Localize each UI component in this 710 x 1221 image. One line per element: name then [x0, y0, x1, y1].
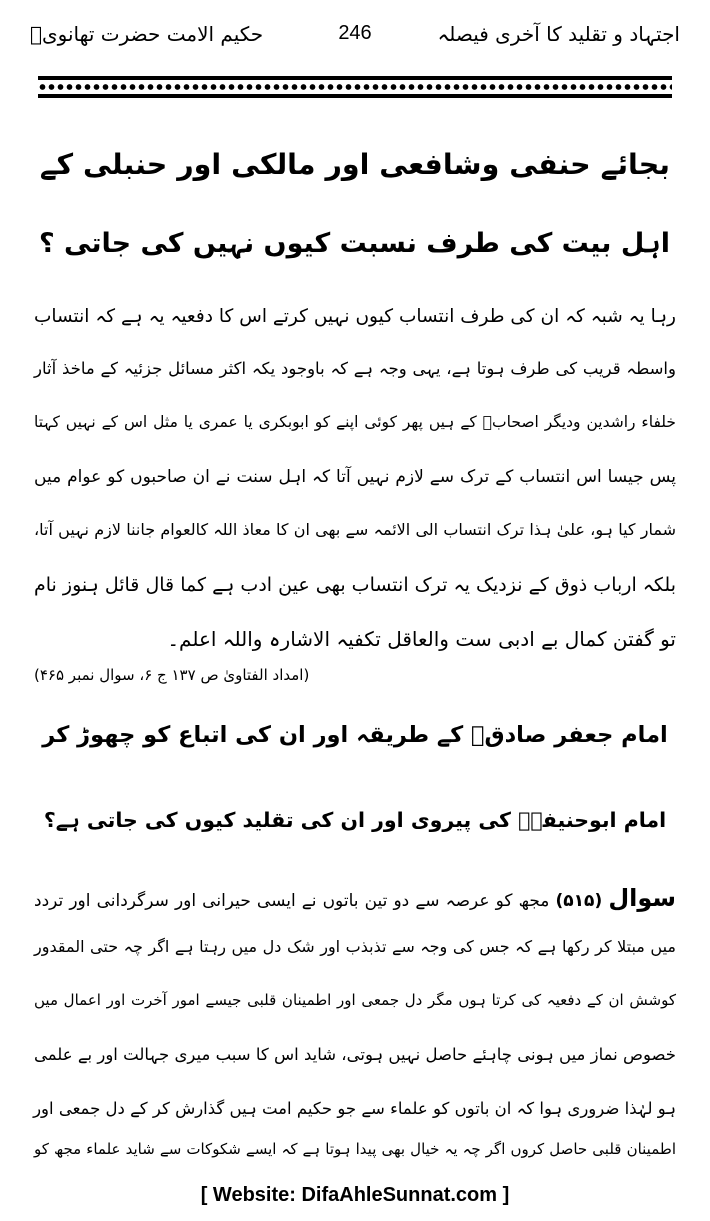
section1-line-4: پس جیسا اس انتساب کے ترک سے لازم نہیں آتا کہ اہل سنت نے ان صاحبوں کو عوام میں	[34, 467, 676, 487]
section2-line-4: خصوص نماز میں ہونی چاہئے حاصل نہیں ہوتی، شاید اس کا سبب میری جہالت اور بے علمی	[34, 1045, 676, 1064]
section2-line-6: اطمینان قلبی حاصل کروں اگر چہ یہ خیال بھی پیدا ہوتا ہے کہ ایسے شکوکات سے شاید علماء مجھ کو	[34, 1140, 676, 1158]
divider-line-top	[38, 76, 672, 80]
section2-title-line1: امام جعفر صادقؒ کے طریقہ اور ان کی اتباع کو چھوڑ کر	[42, 722, 668, 748]
divider-line-bottom	[38, 94, 672, 98]
section1-title-line1: بجائے حنفی وشافعی اور مالکی اور حنبلی کے	[39, 148, 670, 181]
header-author: حکیم الامت حضرت تھانویؒ	[30, 22, 264, 46]
section1-line-7: تو گفتن کمال بے ادبی ست والعاقل تکفیہ الاشارہ واللہ اعلم۔	[167, 627, 676, 651]
section1-reference: (امداد الفتاویٰ ص ۱۳۷ ج ۶، سوال نمبر ۴۶۵)	[34, 666, 310, 684]
page-header	[22, 18, 688, 54]
question-number: (۵۱۵)	[555, 891, 603, 911]
section2-line-1	[34, 884, 676, 913]
header-book-title: اجتہاد و تقلید کا آخری فیصلہ	[437, 22, 680, 46]
page-number: 246	[338, 22, 372, 44]
section1-line-3: خلفاء راشدین ودیگر اصحابؓ کے ہیں پھر کوئی اپنے کو ابوبکری یا عمری یا مثل اس کے نہیں کہتا	[34, 413, 676, 431]
section1-line-5: شمار کیا ہو، علیٰ ہذا ترک انتساب الی الائمہ سے بھی ان کا معاذ اللہ کالعوام جاننا لازم نہیں آتا،	[34, 520, 676, 539]
section2-line-2: میں مبتلا کر رکھا ہے کہ جس کی وجہ سے تذبذب اور شک دل میں رہتا ہے اگر چہ حتی المقدور	[34, 937, 676, 956]
header-divider	[38, 76, 672, 98]
question-line-1-text: مجھ کو عرصہ سے دو تین باتوں نے ایسی حیرانی اور سرگردانی اور تردد	[34, 891, 550, 911]
section1-line-1: رہا یہ شبہ کہ ان کی طرف انتساب کیوں نہیں کرتے اس کا دفعیہ یہ ہے کہ انتساب	[34, 306, 676, 327]
section1-line-2: واسطہ قریب کی طرف ہوتا ہے، یہی وجہ ہے کہ باوجود یکہ اکثر مسائل جزئیہ کے ماخذ آثار	[34, 359, 676, 378]
section1-line-6: بلکہ ارباب ذوق کے نزدیک یہ ترک انتساب بھی عین ادب ہے کما قال قائل ہنوز نام	[34, 574, 676, 596]
divider-dots	[38, 83, 672, 91]
website-footer: [ Website: DifaAhleSunnat.com ]	[200, 1184, 510, 1206]
section2-title-line2: امام ابوحنیفہؒ کی پیروی اور ان کی تقلید کیوں کی جاتی ہے؟	[43, 808, 667, 832]
section2-line-3: کوشش ان کے دفعیہ کی کرتا ہوں مگر دل جمعی اور اطمینان قلبی جیسے امور آخرت اور اعمال میں	[34, 991, 676, 1009]
section1-title-line2: اہل بیت کی طرف نسبت کیوں نہیں کی جاتی ؟	[38, 228, 670, 259]
section2-line-5: ہو لہٰذا ضروری ہوا کہ ان باتوں کو علماء سے جو حکیم امت ہیں گذارش کر کے دل جمعی اور	[33, 1099, 676, 1118]
question-label: سوال	[608, 884, 677, 912]
